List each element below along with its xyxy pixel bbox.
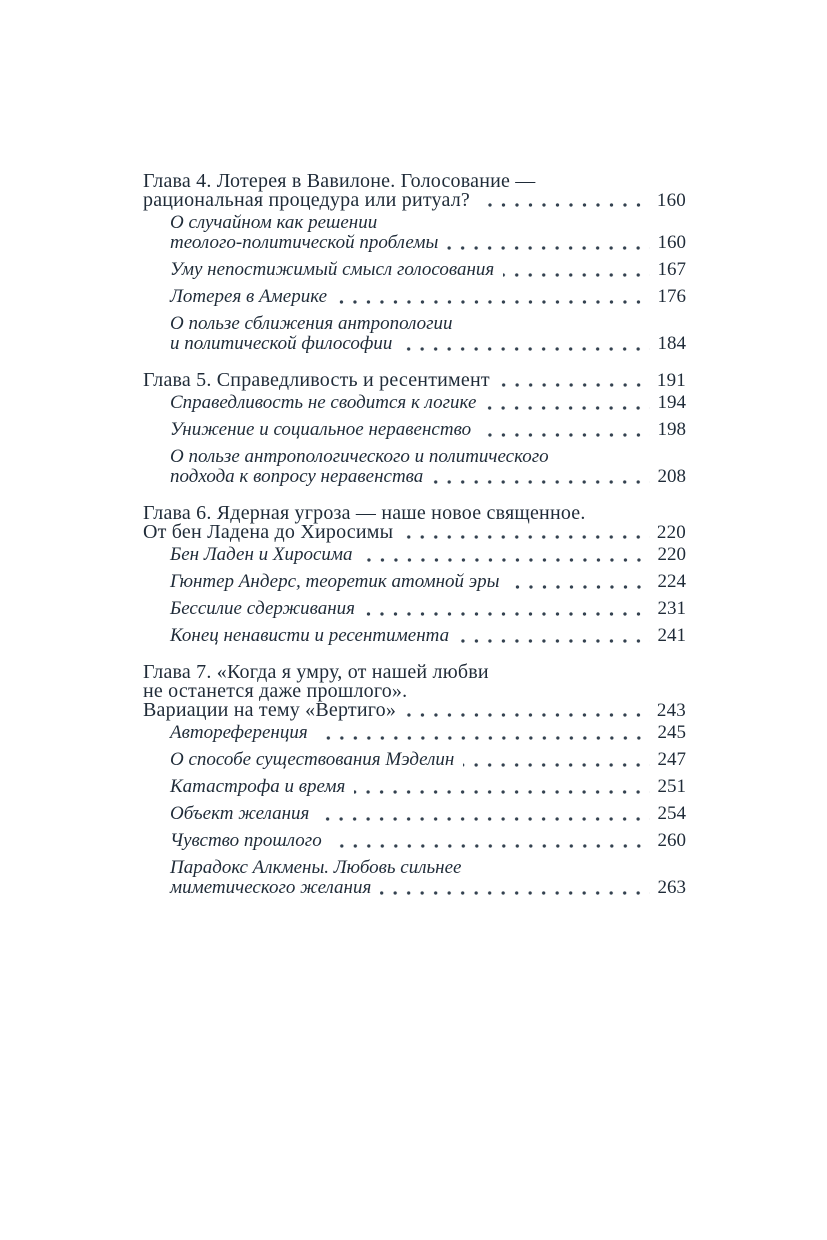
- toc-group-chapter-7: [143, 663, 686, 898]
- dot-leader: [480, 433, 650, 437]
- toc-entry-subsection: [170, 626, 686, 646]
- dot-leader: [432, 480, 650, 484]
- entry-text-line: Лотерея в Америке: [170, 286, 328, 307]
- page-number: 241: [657, 625, 686, 646]
- page-number: 220: [656, 522, 686, 543]
- entry-text-line: Уму непостижимый смысл голосования: [170, 259, 495, 280]
- entry-text-line: Гюнтер Андерс, теоретик атомной эры: [170, 571, 500, 592]
- entry-text-line: подхода к вопросу неравенства: [170, 466, 424, 487]
- page-number: 245: [657, 722, 686, 743]
- toc-entry-subsection: [170, 393, 686, 413]
- table-of-contents: [143, 172, 686, 915]
- entry-text-line: От бен Ладена до Хиросимы: [143, 521, 394, 543]
- toc-entry-subsection: [170, 831, 686, 851]
- entry-text-line: миметического желания: [170, 877, 372, 898]
- toc-entry-subsection: [170, 599, 686, 619]
- toc-entry-subsection: [170, 314, 686, 354]
- page-number: 191: [656, 370, 686, 391]
- page-number: 243: [656, 700, 686, 721]
- dot-leader: [318, 817, 650, 821]
- dot-leader: [336, 300, 650, 304]
- dot-leader: [380, 891, 650, 895]
- dot-leader: [364, 612, 650, 616]
- entry-text-line: не останется даже прошлого».: [143, 680, 408, 702]
- entry-text-line: Глава 6. Ядерная угроза — наше новое священное.: [143, 502, 586, 524]
- toc-entry-subsection: [170, 858, 686, 898]
- dot-leader: [354, 790, 650, 794]
- page-number: 251: [657, 776, 686, 797]
- dot-leader: [401, 347, 650, 351]
- dot-leader: [317, 736, 650, 740]
- dot-leader: [362, 558, 650, 562]
- page-number: 160: [656, 190, 686, 211]
- entry-text-line: Парадокс Алкмены. Любовь сильнее: [170, 857, 462, 878]
- entry-text-line: Глава 5. Справедливость и ресентимент: [143, 369, 490, 391]
- toc-entry-subsection: [170, 804, 686, 824]
- toc-entry-subsection: [170, 750, 686, 770]
- dot-leader: [485, 406, 650, 410]
- toc-entry-chapter: [143, 663, 686, 720]
- dot-leader: [479, 203, 650, 207]
- toc-entry-chapter: [143, 172, 686, 210]
- toc-entry-subsection: [170, 723, 686, 743]
- toc-entry-subsection: [170, 572, 686, 592]
- dot-leader: [402, 535, 650, 539]
- toc-entry-chapter: [143, 504, 686, 542]
- page-number: 160: [657, 232, 686, 253]
- toc-group-chapter-6: [143, 504, 686, 646]
- dot-leader: [405, 713, 650, 717]
- dot-leader: [499, 383, 650, 387]
- toc-entry-chapter: [143, 371, 686, 390]
- page-number: 224: [657, 571, 686, 592]
- toc-entry-subsection: [170, 420, 686, 440]
- entry-text-line: теолого-политической проблемы: [170, 232, 439, 253]
- entry-text-line: О случайном как решении: [170, 212, 378, 233]
- entry-text-line: Объект желания: [170, 803, 310, 824]
- entry-text-line: О пользе антропологического и политического: [170, 446, 549, 467]
- dot-leader: [463, 763, 650, 767]
- entry-text-line: и политической философии: [170, 333, 393, 354]
- toc-entry-subsection: [170, 777, 686, 797]
- entry-text-line: Бессилие сдерживания: [170, 598, 356, 619]
- entry-text-line: О способе существования Мэделин: [170, 749, 455, 770]
- dot-leader: [447, 246, 650, 250]
- entry-text-line: Справедливость не сводится к логике: [170, 392, 477, 413]
- entry-text-line: Унижение и социальное неравенство: [170, 419, 472, 440]
- entry-text-line: О пользе сближения антропологии: [170, 313, 453, 334]
- toc-entry-subsection: [170, 213, 686, 253]
- page-number: 184: [657, 333, 686, 354]
- page-number: 231: [657, 598, 686, 619]
- entry-text-line: Глава 7. «Когда я умру, от нашей любви: [143, 661, 489, 683]
- page-number: 176: [657, 286, 686, 307]
- dot-leader: [509, 585, 650, 589]
- entry-text-line: Глава 4. Лотерея в Вавилоне. Голосование —: [143, 170, 536, 192]
- toc-entry-subsection: [170, 287, 686, 307]
- entry-text-line: Автореференция: [170, 722, 308, 743]
- toc-group-chapter-5: [143, 371, 686, 487]
- entry-text-line: Вариации на тему «Вертиго»: [143, 699, 397, 721]
- page-number: 208: [657, 466, 686, 487]
- dot-leader: [458, 639, 650, 643]
- dot-leader: [503, 273, 650, 277]
- toc-entry-subsection: [170, 260, 686, 280]
- page-number: 263: [657, 877, 686, 898]
- entry-text-line: Катастрофа и время: [170, 776, 346, 797]
- page-number: 167: [657, 259, 686, 280]
- page-number: 194: [657, 392, 686, 413]
- page-number: 220: [657, 544, 686, 565]
- toc-entry-subsection: [170, 545, 686, 565]
- page-number: 254: [657, 803, 686, 824]
- entry-text-line: рациональная процедура или ритуал?: [143, 189, 471, 211]
- page-number: 247: [657, 749, 686, 770]
- page-number: 260: [657, 830, 686, 851]
- entry-text-line: Чувство прошлого: [170, 830, 322, 851]
- toc-entry-subsection: [170, 447, 686, 487]
- page-number: 198: [657, 419, 686, 440]
- entry-text-line: Бен Ладен и Хиросима: [170, 544, 353, 565]
- entry-text-line: Конец ненависти и ресентимента: [170, 625, 450, 646]
- toc-group-chapter-4: [143, 172, 686, 354]
- dot-leader: [331, 844, 650, 848]
